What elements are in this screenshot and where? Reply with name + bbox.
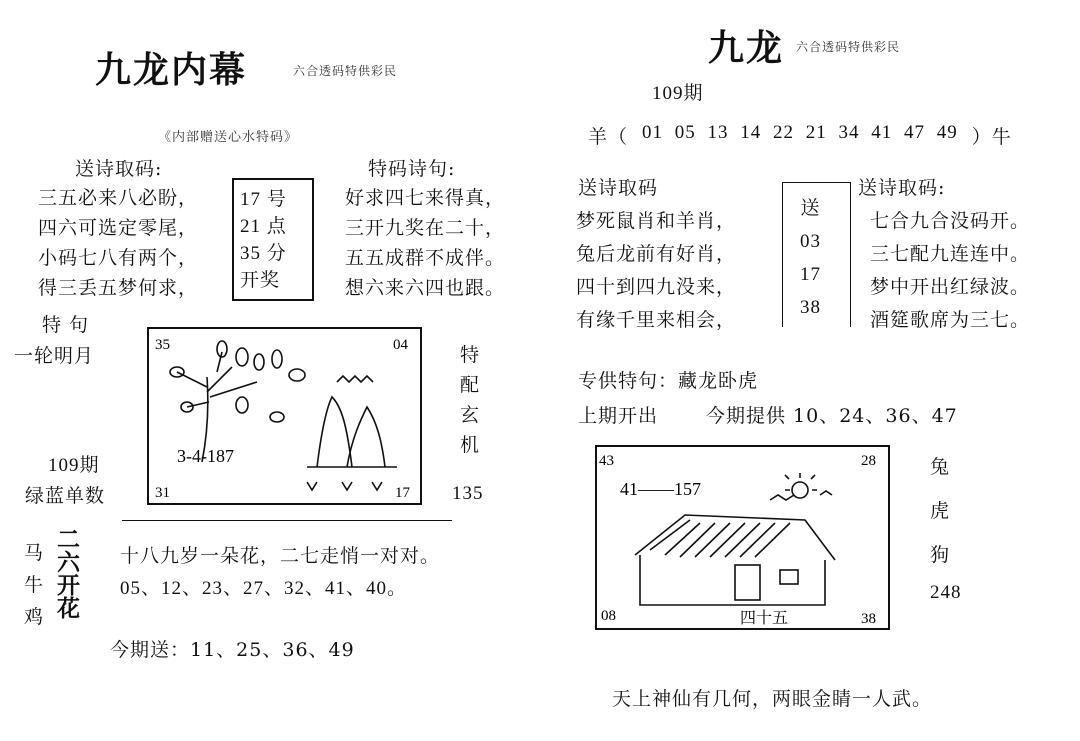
- flower-char: 花: [57, 595, 80, 622]
- poem-line: 酒筵歌席为三七。: [870, 309, 1031, 331]
- box-line: 开奖: [240, 270, 281, 291]
- sketch-mark: 43: [599, 453, 614, 469]
- tejv-text: 一轮明月: [14, 345, 95, 367]
- left-side-number: 135: [452, 483, 484, 504]
- bottom-phrase: 天上神仙有几何，两眼金睛一人武。: [612, 688, 933, 710]
- right-side-number: 248: [930, 582, 962, 603]
- vertical-char: 特: [460, 344, 481, 366]
- verse-line: 五五成群不成伴。: [345, 247, 506, 269]
- right-sketch: [595, 445, 890, 630]
- box-line: 21 点: [240, 216, 287, 237]
- verse-heading: 特码诗句:: [368, 158, 456, 180]
- verse-line: 想六来六四也跟。: [345, 277, 506, 299]
- numbers-line: 05、12、23、27、32、41、40。: [120, 578, 408, 599]
- color-hint: 绿蓝单数: [25, 485, 106, 507]
- sheep-suffix: ）牛: [971, 126, 1012, 148]
- zodiac: 马: [24, 542, 45, 564]
- sheep-prefix: 羊（: [588, 126, 629, 148]
- sketch-mark: 四十五: [740, 608, 789, 627]
- box-line: 17 号: [240, 189, 287, 210]
- flower-char: 开: [57, 572, 80, 599]
- flower-char: 六: [57, 549, 80, 576]
- zodiac: 鸡: [24, 606, 45, 628]
- leaf: [254, 354, 264, 370]
- verse-line: 好求四七来得真，: [345, 187, 506, 209]
- send-number: 38: [800, 297, 821, 318]
- small-marks: [307, 482, 382, 490]
- sketch-mark: 04: [393, 337, 408, 353]
- right-issue: 109期: [652, 83, 704, 104]
- sketch-mark: 3-4-187: [177, 446, 234, 466]
- left-title-sub: 六合透码特供彩民: [293, 64, 398, 78]
- leaf: [272, 350, 282, 368]
- tejv-label: 特 句: [42, 314, 90, 336]
- vertical-char: 配: [460, 374, 481, 396]
- send-box-top-edge: [782, 182, 851, 183]
- roof: [635, 515, 835, 560]
- poem-line: 四六可选定零尾，: [38, 217, 199, 239]
- provide: 今期提供 10、24、36、47: [706, 405, 958, 427]
- poem-line: 得三丢五梦何求，: [38, 277, 199, 299]
- send-number: 17: [800, 264, 821, 285]
- flower-column: [57, 528, 80, 620]
- sketch-mark: 38: [861, 611, 876, 627]
- left-poem: [38, 183, 198, 303]
- poem-line: 七合九合没码开。: [870, 210, 1031, 232]
- zodiac: 牛: [24, 574, 45, 596]
- vertical-char: 机: [460, 434, 481, 456]
- verse-lines: [345, 183, 505, 303]
- send-box: [800, 192, 821, 324]
- sketch-mark: 28: [861, 453, 876, 469]
- sketch-mark: 35: [155, 337, 170, 353]
- left-vertical-label: [460, 340, 480, 460]
- special-phrase: 专供特句：藏龙卧虎: [578, 370, 759, 392]
- right-poem-right: [870, 205, 1030, 337]
- send-number: 03: [800, 231, 821, 252]
- right-poem-heading-left: 送诗取码: [578, 177, 659, 199]
- right-title-sub: 六合透码特供彩民: [796, 40, 901, 54]
- poem-line: 有缘千里来相会，: [576, 309, 737, 331]
- send-box-left-edge: [782, 182, 783, 327]
- verse-line: 三开九奖在二十，: [345, 217, 506, 239]
- poem-line: 梦中开出红绿波。: [870, 276, 1031, 298]
- animal: 虎: [930, 500, 951, 522]
- flower-char: 二: [57, 526, 80, 553]
- send-box-right-edge: [850, 182, 851, 327]
- today-send: 今期送：11、25、36、49: [110, 639, 355, 661]
- draw-time-text: [240, 186, 287, 294]
- vertical-char: 玄: [460, 404, 481, 426]
- animal: 狗: [930, 544, 951, 566]
- leaf: [289, 369, 305, 381]
- send-char: 送: [800, 198, 821, 219]
- right-vertical-animals: [930, 445, 950, 577]
- left-sketch: [147, 327, 422, 505]
- animal: 兔: [930, 456, 951, 478]
- left-issue: 109期: [48, 455, 100, 476]
- leaf: [236, 348, 248, 366]
- right-title: 九龙: [708, 27, 785, 69]
- door: [735, 565, 760, 600]
- zodiac-column: [24, 537, 44, 633]
- right-poem-heading-right: 送诗取码:: [858, 177, 946, 199]
- divider: [122, 520, 452, 521]
- right-poem-left: [576, 205, 736, 337]
- poem-line: 兔后龙前有好肖，: [576, 243, 737, 265]
- poem-line: 三五必来八必盼，: [38, 187, 199, 209]
- sketch-mark: 17: [395, 485, 410, 501]
- sun-rays: [337, 376, 373, 382]
- last-issue: 上期开出: [578, 405, 659, 427]
- grass: [317, 397, 352, 467]
- phrase: 十八九岁一朵花，二七走悄一对对。: [120, 545, 441, 567]
- sketch-mark: 31: [155, 485, 170, 501]
- leaf: [270, 412, 284, 422]
- left-poem-heading: 送诗取码:: [75, 158, 163, 180]
- sketch-mark: 08: [601, 608, 616, 624]
- poem-line: 四十到四九没来，: [576, 276, 737, 298]
- leaf: [236, 397, 248, 413]
- left-title: 九龙内幕: [95, 49, 248, 91]
- left-caption: 《内部赠送心水特码》: [158, 130, 299, 145]
- window: [780, 570, 798, 584]
- grass: [347, 407, 385, 467]
- poem-line: 三七配九连连中。: [870, 243, 1031, 265]
- poem-line: 梦死鼠肖和羊肖，: [576, 210, 737, 232]
- sheep-line: [588, 122, 1012, 149]
- poem-line: 小码七八有两个，: [38, 247, 199, 269]
- box-line: 35 分: [240, 243, 287, 264]
- sheep-numbers: 01 05 13 14 22 21 34 41 47 49: [642, 122, 958, 143]
- sun: [792, 482, 808, 498]
- sketch-mark: 41——157: [620, 479, 701, 499]
